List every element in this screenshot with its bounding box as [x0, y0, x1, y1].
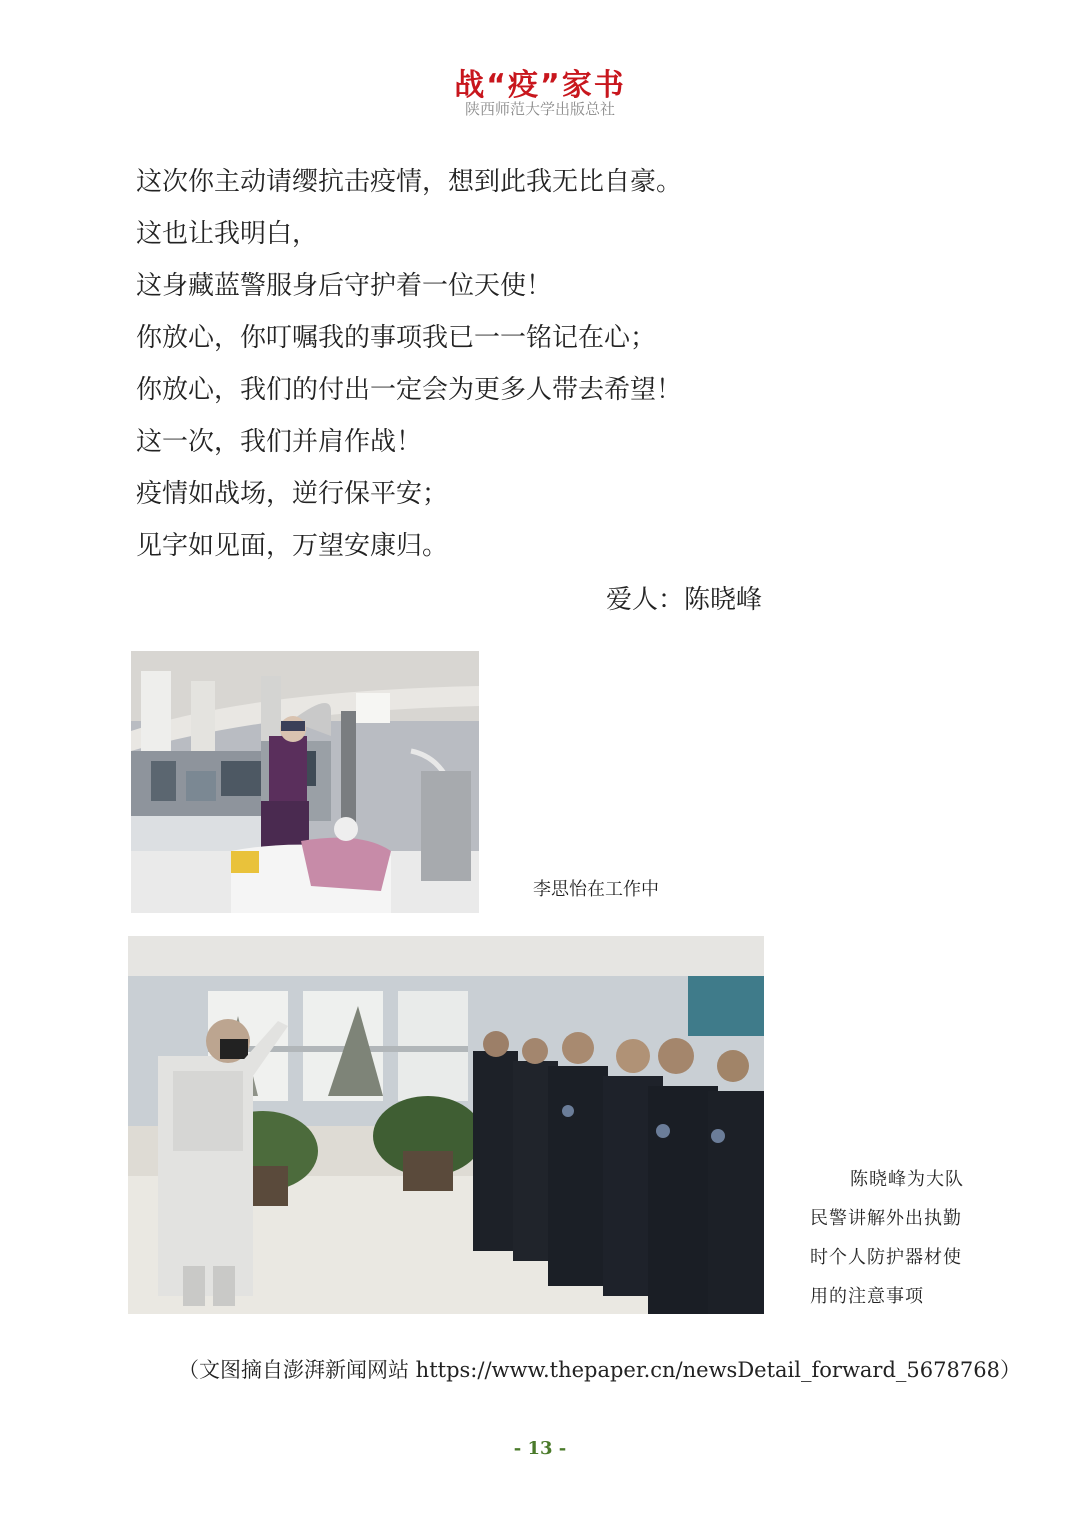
poem-line: 疫情如战场，逆行保平安； — [136, 479, 449, 509]
poem-line: 你放心，你叮嘱我的事项我已一一铭记在心； — [136, 323, 657, 353]
poem-line: 你放心，我们的付出一定会为更多人带去希望！ — [136, 375, 683, 405]
poem-body — [136, 160, 956, 576]
source-note: （文图摘自澎湃新闻网站 https://www.thepaper.cn/newsDetail_forward_5678768） — [178, 1358, 1021, 1382]
publisher-name: 陕西师范大学出版总社 — [464, 100, 615, 118]
nurse-working-photo — [131, 651, 479, 913]
caption-line: 用的注意事项 — [810, 1286, 924, 1307]
poem-line: 这一次，我们并肩作战！ — [136, 427, 423, 457]
header-title: 战“疫”家书 — [454, 68, 626, 103]
photo1-caption: 李思怡在工作中 — [533, 879, 659, 900]
poem-line: 这身藏蓝警服身后守护着一位天使！ — [136, 271, 553, 301]
poem-line: 见字如见面，万望安康归。 — [136, 531, 449, 561]
photo2-caption — [810, 1160, 990, 1316]
poem-line: 这次你主动请缨抗击疫情，想到此我无比自豪。 — [136, 167, 683, 197]
police-briefing-photo — [128, 936, 764, 1314]
caption-line: 时个人防护器材使 — [810, 1247, 962, 1268]
poem-line: 这也让我明白， — [136, 219, 319, 249]
signature: 爱人：陈晓峰 — [606, 585, 763, 615]
caption-line: 陈晓峰为大队 — [850, 1169, 964, 1190]
caption-line: 民警讲解外出执勤 — [810, 1208, 962, 1229]
page-number: - 13 - — [513, 1438, 567, 1459]
